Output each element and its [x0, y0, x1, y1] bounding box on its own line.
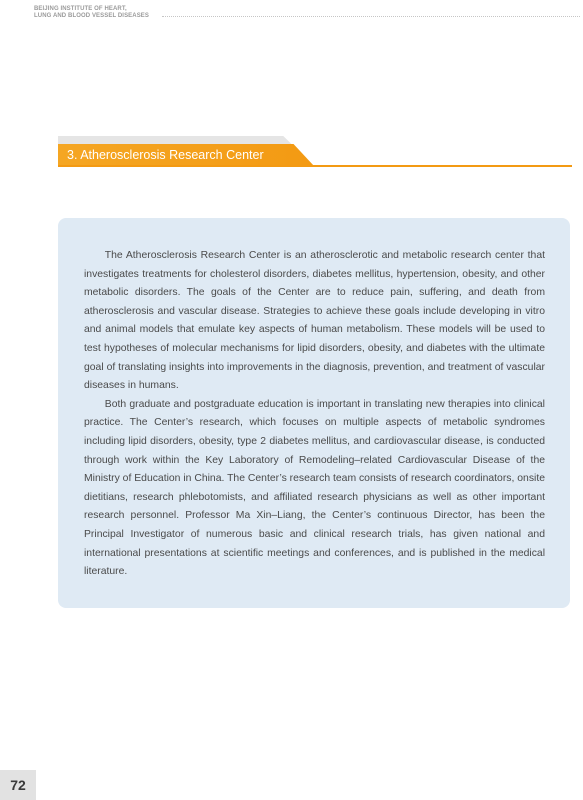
content-box [58, 218, 570, 608]
page-number: 72 [0, 770, 36, 800]
banner-underline [58, 165, 572, 167]
body-paragraph-2: Both graduate and postgraduate education is important in translating new therapies into clinical practice. The Center’s research, which focuses on multiple aspects of metabolic syndromes including lipid disorders, obesity, type 2 diabetes mellitus, and cardiovascular disease, is conducted through work within the Key Laboratory of Remodeling–related Cardiovascular Disease of the Ministry of Education in China. The Center’s research team consists of research coordinators, onsite dietitians, research phlebotomists, and affiliated research physicians as well as other important research personnel. Professor Ma Xin–Liang, the Center’s continuous Director, has been the Principal Investigator of numerous basic and clinical research trials, has given national and international presentations at scientific meetings and conferences, and is published in the medical literature. [84, 398, 545, 578]
section-title: 3. Atherosclerosis Research Center [67, 148, 264, 162]
header-line-2: LUNG AND BLOOD VESSEL DISEASES [34, 13, 150, 19]
body-paragraph-1: The Atherosclerosis Research Center is an atherosclerotic and metabolic research center that investigates treatments for cholesterol disorders, diabetes mellitus, hypertension, obesity, and other metabolic disorders. The goals of the Center are to reduce pain, suffering, and death from atherosclerosis and vascular disease. Strategies to achieve these goals include developing in vitro and animal models that emulate key aspects of human metabolism. These models will be used to test hypotheses of molecular mechanisms for lipid disorders, obesity, and diabetes with the ultimate goal of translating insights into improvements in the diagnosis, prevention, and treatment of vascular diseases in humans. [84, 250, 545, 392]
header-dotted-rule [162, 16, 580, 17]
header-line-1: BEIJING INSTITUTE OF HEART, [34, 6, 127, 12]
running-header [34, 6, 149, 20]
section-banner [58, 136, 578, 166]
